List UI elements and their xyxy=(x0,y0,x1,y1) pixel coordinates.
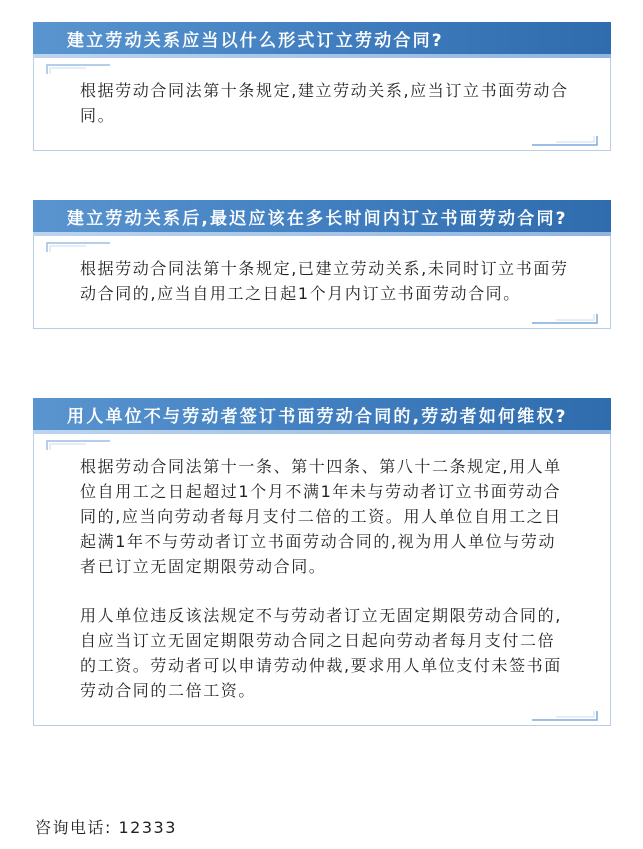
corner-bracket-icon xyxy=(46,242,110,252)
corner-bracket-icon xyxy=(46,64,110,74)
hotline xyxy=(35,815,177,838)
hotline-number: 12333 xyxy=(118,818,177,837)
corner-bracket-icon xyxy=(532,711,598,721)
qa-answer-box-1 xyxy=(33,58,611,151)
corner-bracket-icon xyxy=(532,314,598,324)
qa-answer-box-2 xyxy=(33,236,611,329)
hotline-label: 咨询电话: xyxy=(35,818,112,837)
corner-bracket-icon xyxy=(532,136,598,146)
qa-answer-1: 根据劳动合同法第十条规定,建立劳动关系,应当订立书面劳动合同。 xyxy=(80,81,569,125)
corner-bracket-icon xyxy=(46,440,110,450)
qa-question-1: 建立劳动关系应当以什么形式订立劳动合同? xyxy=(33,22,611,58)
qa-answer-2: 根据劳动合同法第十条规定,已建立劳动关系,未同时订立书面劳动合同的,应当自用工之日起1个月内订立书面劳动合同。 xyxy=(80,259,569,303)
qa-question-3: 用人单位不与劳动者签订书面劳动合同的,劳动者如何维权? xyxy=(33,398,611,434)
qa-answer-3-paragraph-1: 根据劳动合同法第十一条、第十四条、第八十二条规定,用人单位自用工之日起超过1个月不满1年未与劳动者订立书面劳动合同的,应当向劳动者每月支付二倍的工资。用人单位自用工之日起满1年不与劳动者订立书面劳动合同的,视为用人单位与劳动者已订立无固定期限劳动合同。 xyxy=(80,457,562,576)
qa-question-2: 建立劳动关系后,最迟应该在多长时间内订立书面劳动合同? xyxy=(33,200,611,236)
qa-answer-box-3 xyxy=(33,434,611,726)
qa-answer-3-paragraph-2: 用人单位违反该法规定不与劳动者订立无固定期限劳动合同的,自应当订立无固定期限劳动合同之日起向劳动者每月支付二倍的工资。劳动者可以申请劳动仲裁,要求用人单位支付未签书面劳动合同的二倍工资。 xyxy=(80,606,562,700)
qa-card-1 xyxy=(33,22,611,151)
qa-card-2 xyxy=(33,200,611,329)
qa-card-3 xyxy=(33,398,611,726)
